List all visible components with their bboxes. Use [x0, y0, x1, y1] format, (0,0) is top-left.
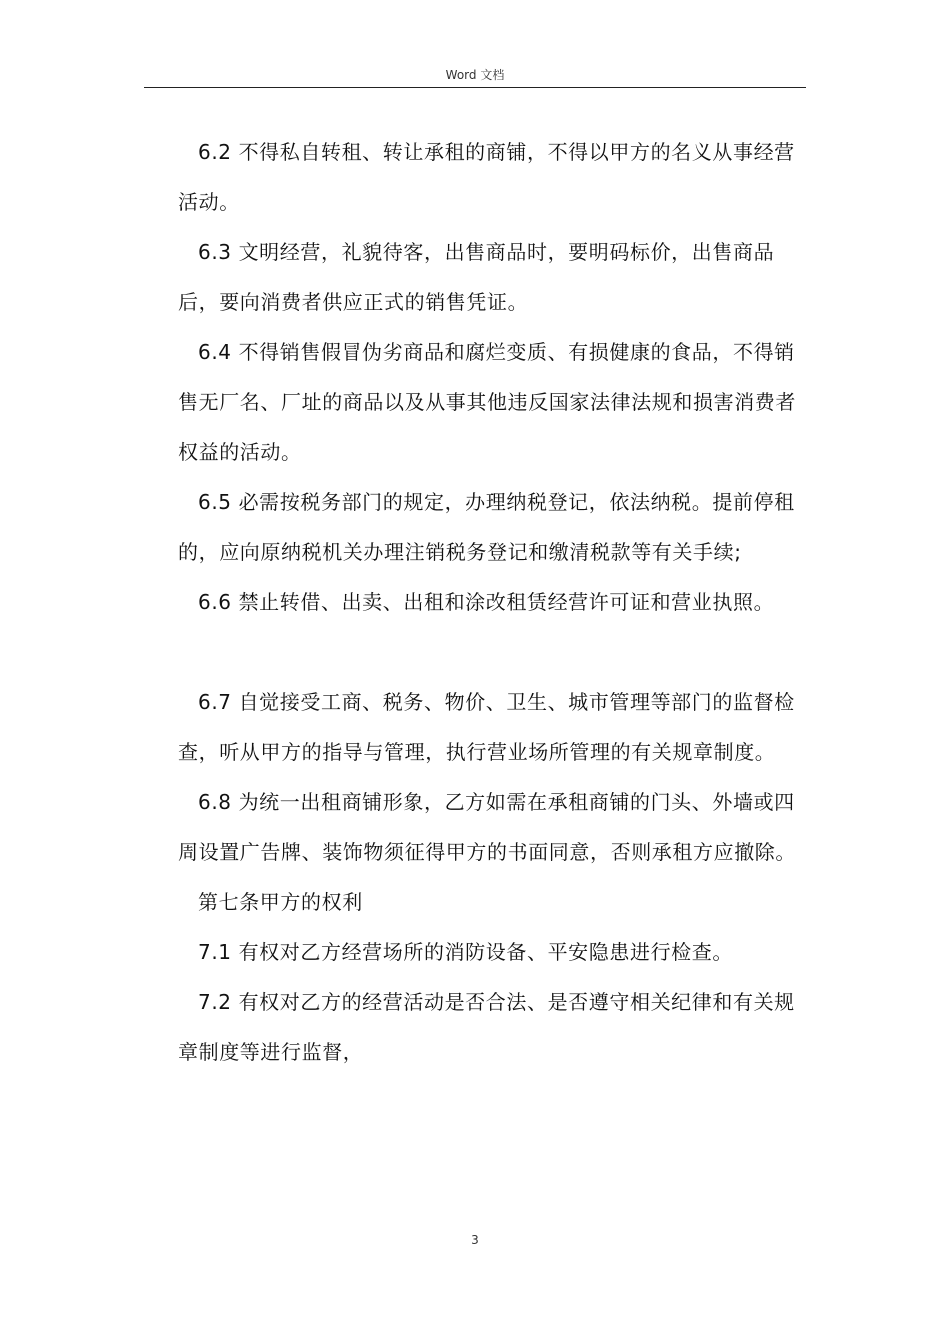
paragraph-6-5: 6.5 必需按税务部门的规定，办理纳税登记，依法纳税。提前停租的，应向原纳税机关办理注销税务登记和缴清税款等有关手续;	[178, 490, 795, 564]
header-rule	[144, 87, 806, 88]
paragraph-6-6: 6.6 禁止转借、出卖、出租和涂改租赁经营许可证和营业执照。	[198, 590, 775, 614]
document-body	[178, 127, 806, 1077]
page-header: Word 文档	[445, 68, 505, 82]
paragraph-7-1: 7.1 有权对乙方经营场所的消防设备、平安隐患进行检查。	[198, 940, 733, 964]
paragraph-6-7: 6.7 自觉接受工商、税务、物价、卫生、城市管理等部门的监督检查，听从甲方的指导与管理，执行营业场所管理的有关规章制度。	[178, 690, 795, 764]
section-heading-article-7: 第七条甲方的权利	[198, 890, 363, 914]
blank-line	[178, 627, 806, 677]
paragraph-6-3: 6.3 文明经营，礼貌待客，出售商品时，要明码标价，出售商品后，要向消费者供应正式的销售凭证。	[178, 240, 775, 314]
paragraph-6-2: 6.2 不得私自转租、转让承租的商铺，不得以甲方的名义从事经营活动。	[178, 140, 795, 214]
page-number: 3	[471, 1233, 479, 1247]
paragraph-6-4: 6.4 不得销售假冒伪劣商品和腐烂变质、有损健康的食品，不得销售无厂名、厂址的商品以及从事其他违反国家法律法规和损害消费者权益的活动。	[178, 340, 796, 464]
paragraph-7-2: 7.2 有权对乙方的经营活动是否合法、是否遵守相关纪律和有关规章制度等进行监督，	[178, 990, 795, 1064]
paragraph-6-8: 6.8 为统一出租商铺形象，乙方如需在承租商铺的门头、外墙或四周设置广告牌、装饰物须征得甲方的书面同意，否则承租方应撤除。	[178, 790, 796, 864]
